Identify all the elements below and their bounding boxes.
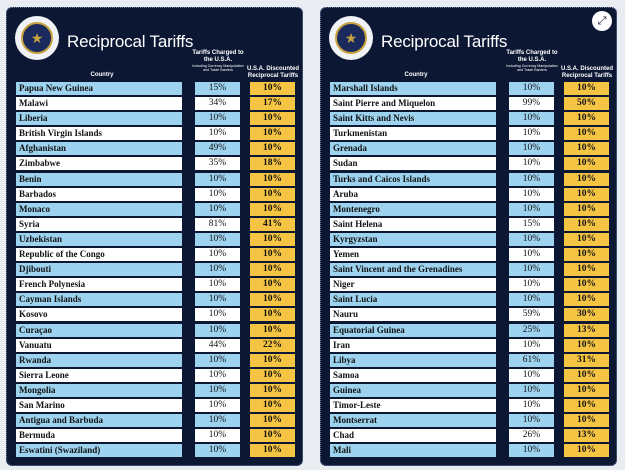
table-row: [330, 399, 614, 412]
country-cell: Turks and Caicos Islands: [330, 173, 496, 186]
tariff-charged-cell: 10%: [509, 369, 554, 382]
tariff-charged-cell: 15%: [195, 82, 240, 95]
tariff-charged-cell: 10%: [195, 248, 240, 261]
country-cell: Timor-Leste: [330, 399, 496, 412]
country-cell: Saint Kitts and Nevis: [330, 112, 496, 125]
tariff-charged-cell: 10%: [195, 293, 240, 306]
tariff-charged-cell: 10%: [195, 188, 240, 201]
tariff-charged-cell: 10%: [195, 384, 240, 397]
table-row: [330, 308, 614, 321]
table-row: [330, 97, 614, 110]
panel-title: Reciprocal Tariffs: [67, 32, 194, 51]
table-row: [16, 173, 300, 186]
tariff-discounted-cell: 10%: [250, 278, 295, 291]
table-row: [16, 354, 300, 367]
tariff-discounted-cell: 10%: [250, 293, 295, 306]
tariff-charged-cell: 10%: [195, 399, 240, 412]
table-row: [330, 203, 614, 216]
table-row: [330, 429, 614, 442]
table-row: [16, 369, 300, 382]
tariff-discounted-cell: 10%: [250, 324, 295, 337]
table-row: [330, 444, 614, 457]
tariff-discounted-cell: 10%: [564, 112, 609, 125]
tariff-charged-cell: 61%: [509, 354, 554, 367]
presidential-seal-icon: ★: [329, 16, 373, 60]
tariff-discounted-cell: 10%: [564, 444, 609, 457]
tariff-discounted-cell: 10%: [250, 82, 295, 95]
country-cell: Saint Vincent and the Grenadines: [330, 263, 496, 276]
table-row: [16, 218, 300, 231]
country-cell: Grenada: [330, 142, 496, 155]
tariff-discounted-cell: 10%: [564, 173, 609, 186]
tariff-charged-cell: 10%: [509, 248, 554, 261]
tariff-discounted-cell: 22%: [250, 339, 295, 352]
country-cell: Saint Helena: [330, 218, 496, 231]
tariff-discounted-cell: 10%: [250, 112, 295, 125]
table-row: [330, 324, 614, 337]
tariff-charged-cell: 10%: [195, 112, 240, 125]
tariff-discounted-cell: 10%: [564, 399, 609, 412]
country-cell: Kyrgyzstan: [330, 233, 496, 246]
table-row: [330, 278, 614, 291]
tariff-charged-cell: 10%: [509, 414, 554, 427]
tariff-discounted-cell: 10%: [564, 157, 609, 170]
tariff-discounted-cell: 10%: [250, 369, 295, 382]
tariff-charged-cell: 10%: [509, 399, 554, 412]
tariff-charged-cell: 10%: [195, 233, 240, 246]
country-cell: Papua New Guinea: [16, 82, 182, 95]
table-row: [16, 248, 300, 261]
country-cell: Antigua and Barbuda: [16, 414, 182, 427]
country-cell: Djibouti: [16, 263, 182, 276]
table-row: [16, 399, 300, 412]
tariff-discounted-cell: 10%: [564, 218, 609, 231]
table-row: [330, 248, 614, 261]
country-cell: Yemen: [330, 248, 496, 261]
tariff-charged-cell: 10%: [509, 233, 554, 246]
country-cell: Mongolia: [16, 384, 182, 397]
country-cell: Barbados: [16, 188, 182, 201]
tariff-charged-cell: 10%: [509, 188, 554, 201]
country-cell: Eswatini (Swaziland): [16, 444, 182, 457]
tariff-discounted-cell: 10%: [564, 293, 609, 306]
tariff-charged-cell: 10%: [509, 263, 554, 276]
tariff-discounted-cell: 10%: [250, 127, 295, 140]
country-cell: Chad: [330, 429, 496, 442]
tariff-charged-cell: 10%: [195, 369, 240, 382]
country-cell: French Polynesia: [16, 278, 182, 291]
table-row: [16, 429, 300, 442]
tariff-discounted-cell: 10%: [250, 414, 295, 427]
panel-title: Reciprocal Tariffs: [381, 32, 508, 51]
table-row: [330, 157, 614, 170]
header-tariffs-charged: [503, 50, 561, 72]
table-row: [16, 203, 300, 216]
tariff-charged-cell: 10%: [509, 278, 554, 291]
tariff-charged-cell: 10%: [509, 444, 554, 457]
tariff-discounted-cell: 10%: [564, 278, 609, 291]
table-row: [330, 354, 614, 367]
table-row: [330, 127, 614, 140]
table-row: [330, 233, 614, 246]
country-cell: Montenegro: [330, 203, 496, 216]
tariff-discounted-cell: 13%: [564, 429, 609, 442]
tariff-discounted-cell: 31%: [564, 354, 609, 367]
tariff-discounted-cell: 10%: [564, 263, 609, 276]
header-tariffs-charged-sub: Including Currency Manipulation and Trade Barriers: [192, 64, 244, 72]
tariff-discounted-cell: 10%: [250, 308, 295, 321]
country-cell: Benin: [16, 173, 182, 186]
tariff-charged-cell: 10%: [195, 414, 240, 427]
country-cell: Sierra Leone: [16, 369, 182, 382]
table-row: [16, 188, 300, 201]
tariff-charged-cell: 10%: [509, 82, 554, 95]
table-row: [330, 188, 614, 201]
tariff-discounted-cell: 41%: [250, 218, 295, 231]
table-row: [16, 263, 300, 276]
country-cell: Vanuatu: [16, 339, 182, 352]
tariff-charged-cell: 10%: [195, 354, 240, 367]
tariff-discounted-cell: 10%: [564, 369, 609, 382]
country-cell: Malawi: [16, 97, 182, 110]
country-cell: Syria: [16, 218, 182, 231]
tariff-rows-right: [330, 82, 614, 459]
tariff-charged-cell: 10%: [509, 127, 554, 140]
header-discounted: U.S.A. Discounted Reciprocal Tariffs: [560, 66, 613, 79]
country-cell: San Marino: [16, 399, 182, 412]
country-cell: Mali: [330, 444, 496, 457]
tariff-charged-cell: 10%: [509, 157, 554, 170]
tariff-charged-cell: 49%: [195, 142, 240, 155]
tariff-discounted-cell: 10%: [250, 233, 295, 246]
table-row: [16, 127, 300, 140]
country-cell: Sudan: [330, 157, 496, 170]
table-row: [330, 142, 614, 155]
table-row: [330, 263, 614, 276]
tariff-discounted-cell: 10%: [250, 384, 295, 397]
tariff-charged-cell: 10%: [195, 324, 240, 337]
tariff-discounted-cell: 10%: [250, 354, 295, 367]
table-row: [16, 233, 300, 246]
table-row: [330, 369, 614, 382]
tariff-charged-cell: 44%: [195, 339, 240, 352]
country-cell: Guinea: [330, 384, 496, 397]
country-cell: Iran: [330, 339, 496, 352]
table-row: [16, 278, 300, 291]
expand-icon[interactable]: ⤢: [592, 11, 612, 31]
presidential-seal-icon: ★: [15, 16, 59, 60]
tariff-discounted-cell: 10%: [250, 188, 295, 201]
tariff-rows-left: [16, 82, 300, 459]
tariff-discounted-cell: 10%: [564, 188, 609, 201]
table-row: [16, 308, 300, 321]
tariff-charged-cell: 10%: [509, 142, 554, 155]
tariff-discounted-cell: 10%: [564, 127, 609, 140]
table-row: [330, 218, 614, 231]
country-cell: Uzbekistan: [16, 233, 182, 246]
table-row: [16, 82, 300, 95]
tariff-charged-cell: 10%: [195, 278, 240, 291]
tariff-discounted-cell: 17%: [250, 97, 295, 110]
tariff-charged-cell: 26%: [509, 429, 554, 442]
tariff-charged-cell: 59%: [509, 308, 554, 321]
tariff-discounted-cell: 10%: [250, 142, 295, 155]
country-cell: Saint Lucia: [330, 293, 496, 306]
tariff-discounted-cell: 13%: [564, 324, 609, 337]
country-cell: Curaçao: [16, 324, 182, 337]
tariff-discounted-cell: 10%: [564, 384, 609, 397]
table-row: [16, 444, 300, 457]
table-row: [330, 384, 614, 397]
tariff-charged-cell: 10%: [509, 384, 554, 397]
tariff-charged-cell: 81%: [195, 218, 240, 231]
tariff-discounted-cell: 30%: [564, 308, 609, 321]
table-row: [330, 414, 614, 427]
table-row: [16, 414, 300, 427]
tariff-charged-cell: 35%: [195, 157, 240, 170]
tariff-discounted-cell: 10%: [250, 248, 295, 261]
country-cell: Liberia: [16, 112, 182, 125]
country-cell: Republic of the Congo: [16, 248, 182, 261]
tariff-discounted-cell: 10%: [564, 233, 609, 246]
country-cell: Marshall Islands: [330, 82, 496, 95]
tariff-discounted-cell: 10%: [250, 444, 295, 457]
country-cell: Afghanistan: [16, 142, 182, 155]
tariff-discounted-cell: 10%: [564, 414, 609, 427]
country-cell: Equatorial Guinea: [330, 324, 496, 337]
table-row: [16, 157, 300, 170]
header-tariffs-charged: [189, 50, 247, 72]
table-row: [330, 293, 614, 306]
table-row: [330, 112, 614, 125]
table-row: [16, 142, 300, 155]
tariff-charged-cell: 10%: [195, 429, 240, 442]
tariff-charged-cell: 10%: [195, 263, 240, 276]
table-row: [16, 293, 300, 306]
table-row: [330, 339, 614, 352]
header-discounted: U.S.A. Discounted Reciprocal Tariffs: [246, 66, 299, 79]
table-row: [16, 339, 300, 352]
tariff-discounted-cell: 10%: [250, 429, 295, 442]
header-tariffs-charged-label: Tariffs Charged to the U.S.A.: [506, 50, 558, 63]
table-row: [16, 97, 300, 110]
tariff-charged-cell: 10%: [509, 339, 554, 352]
country-cell: Niger: [330, 278, 496, 291]
tariff-charged-cell: 10%: [509, 203, 554, 216]
tariff-charged-cell: 10%: [195, 203, 240, 216]
tariff-discounted-cell: 10%: [250, 203, 295, 216]
tariff-charged-cell: 10%: [509, 112, 554, 125]
tariff-discounted-cell: 10%: [564, 142, 609, 155]
country-cell: Zimbabwe: [16, 157, 182, 170]
country-cell: Montserrat: [330, 414, 496, 427]
tariff-charged-cell: 25%: [509, 324, 554, 337]
country-cell: Turkmenistan: [330, 127, 496, 140]
table-row: [330, 82, 614, 95]
tariff-discounted-cell: 10%: [250, 399, 295, 412]
country-cell: Rwanda: [16, 354, 182, 367]
country-cell: Nauru: [330, 308, 496, 321]
country-cell: Saint Pierre and Miquelon: [330, 97, 496, 110]
tariff-discounted-cell: 18%: [250, 157, 295, 170]
header-tariffs-charged-sub: Including Currency Manipulation and Trade Barriers: [506, 64, 558, 72]
tariff-discounted-cell: 50%: [564, 97, 609, 110]
tariff-discounted-cell: 10%: [564, 82, 609, 95]
country-cell: Libya: [330, 354, 496, 367]
table-row: [16, 324, 300, 337]
tariff-charged-cell: 99%: [509, 97, 554, 110]
country-cell: Samoa: [330, 369, 496, 382]
country-cell: Aruba: [330, 188, 496, 201]
tariff-discounted-cell: 10%: [564, 203, 609, 216]
country-cell: Kosovo: [16, 308, 182, 321]
tariff-charged-cell: 10%: [195, 173, 240, 186]
header-country: Country: [90, 72, 114, 78]
tariff-charged-cell: 15%: [509, 218, 554, 231]
table-row: [330, 173, 614, 186]
table-row: [16, 112, 300, 125]
tariff-charged-cell: 10%: [195, 444, 240, 457]
tariff-discounted-cell: 10%: [250, 173, 295, 186]
tariff-discounted-cell: 10%: [250, 263, 295, 276]
country-cell: Bermuda: [16, 429, 182, 442]
tariff-charged-cell: 10%: [509, 293, 554, 306]
tariff-panel-right: [320, 7, 617, 466]
tariff-charged-cell: 10%: [195, 127, 240, 140]
table-row: [16, 384, 300, 397]
country-cell: Monaco: [16, 203, 182, 216]
country-cell: British Virgin Islands: [16, 127, 182, 140]
tariff-charged-cell: 34%: [195, 97, 240, 110]
tariff-panel-left: [6, 7, 303, 466]
header-country: Country: [404, 72, 428, 78]
country-cell: Cayman Islands: [16, 293, 182, 306]
tariff-charged-cell: 10%: [195, 308, 240, 321]
header-tariffs-charged-label: Tariffs Charged to the U.S.A.: [192, 50, 244, 63]
tariff-discounted-cell: 10%: [564, 248, 609, 261]
tariff-discounted-cell: 10%: [564, 339, 609, 352]
tariff-charged-cell: 10%: [509, 173, 554, 186]
